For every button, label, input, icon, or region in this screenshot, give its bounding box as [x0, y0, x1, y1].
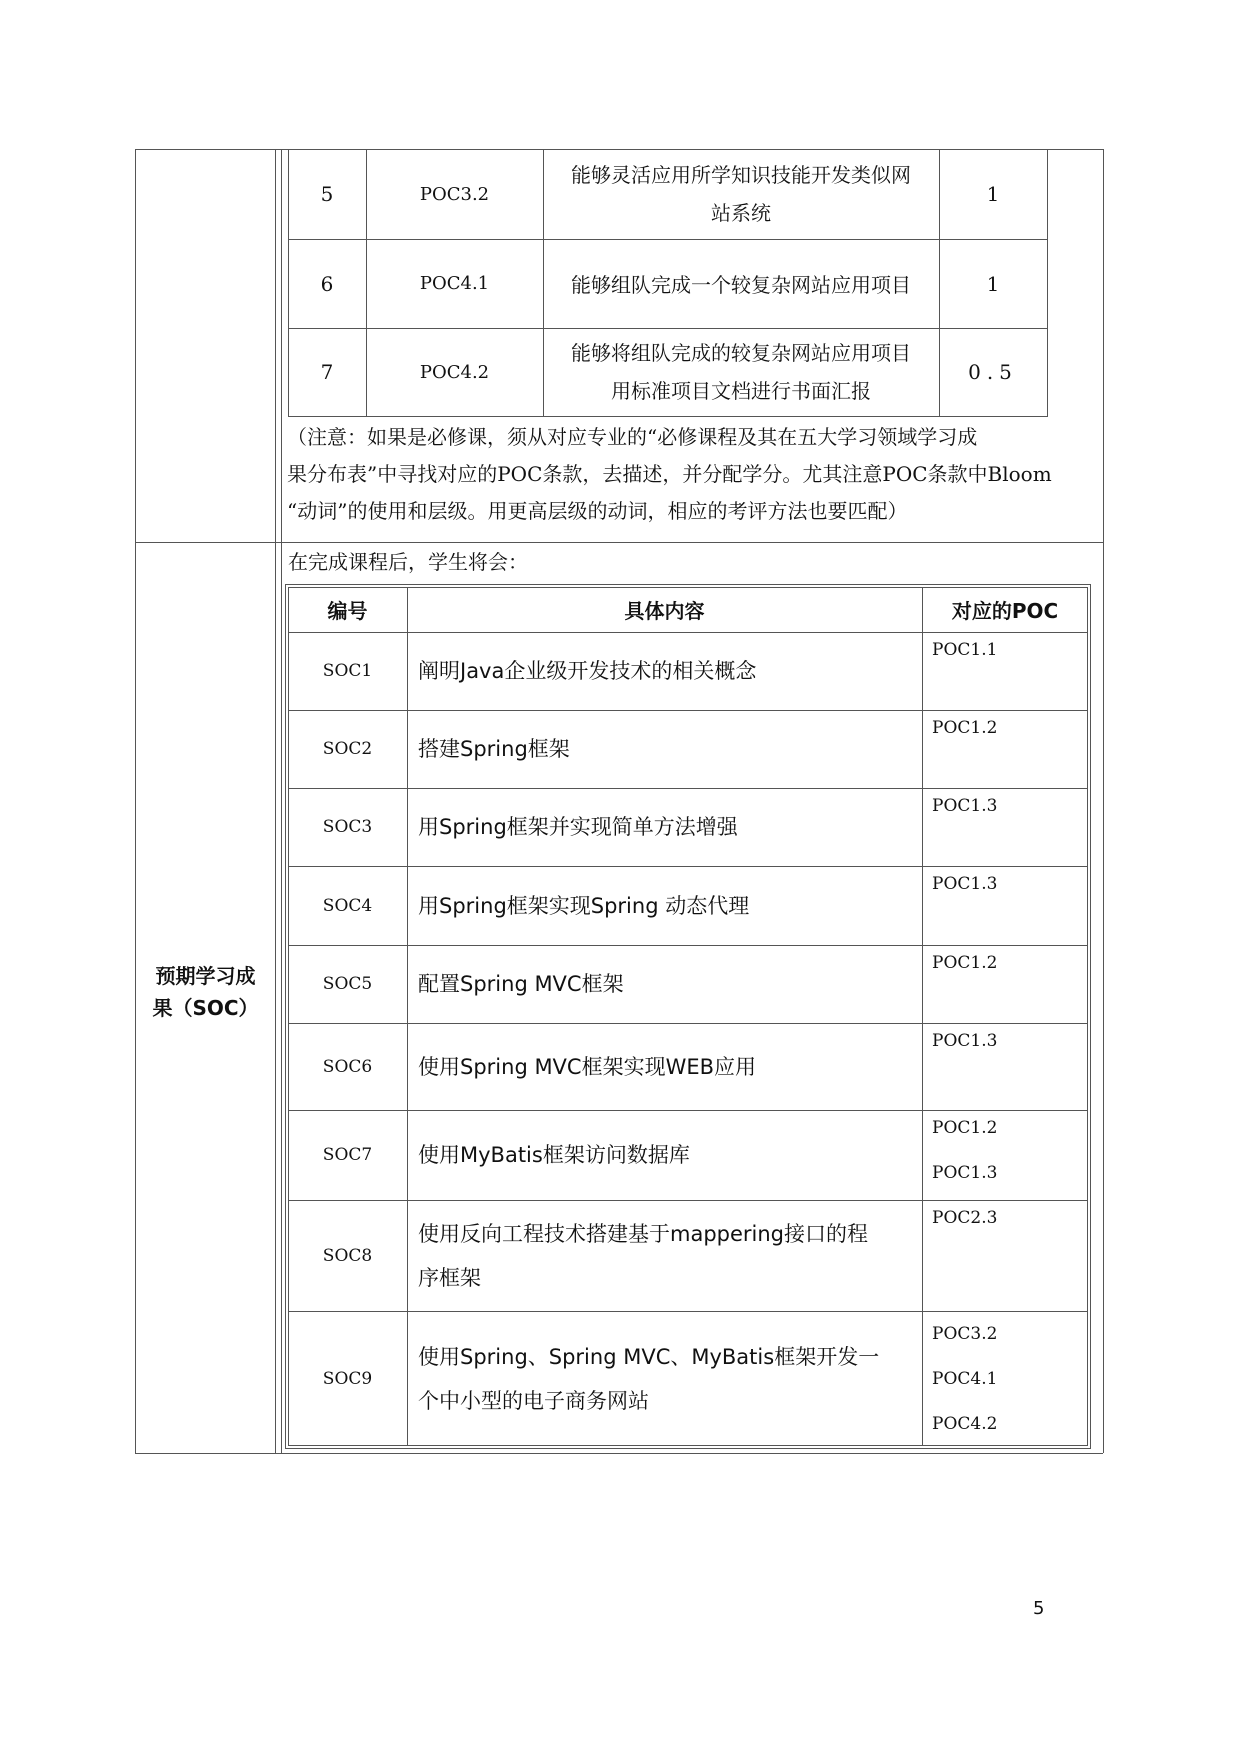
- soc-id: SOC2: [322, 739, 373, 759]
- poc-row-desc: 能够灵活应用所学知识技能开发类似网 站系统: [571, 163, 911, 225]
- soc-poc: POC3.2 POC4.1 POC4.2: [932, 1324, 998, 1434]
- soc-poc: POC1.1: [932, 640, 998, 660]
- poc-row-num: 5: [320, 182, 334, 206]
- soc-id: SOC5: [322, 974, 373, 994]
- page-number: 5: [1033, 1598, 1045, 1619]
- soc-section-label: 预期学习成 果（SOC）: [152, 964, 259, 1020]
- soc-poc: POC1.2 POC1.3: [932, 1118, 998, 1183]
- soc-id: SOC3: [322, 817, 373, 837]
- soc-poc: POC1.3: [932, 1031, 998, 1051]
- soc-header-poc: 对应的POC: [951, 599, 1059, 623]
- soc-content: 配置Spring MVC框架: [418, 972, 624, 996]
- outer-bottom-border: [135, 1453, 1103, 1454]
- poc-row-num: 6: [320, 271, 334, 296]
- poc-row-code: POC4.1: [419, 273, 490, 294]
- soc-id: SOC1: [322, 661, 373, 681]
- soc-poc: POC1.2: [932, 953, 998, 973]
- soc-content: 使用MyBatis框架访问数据库: [418, 1143, 690, 1167]
- outer-divider-1: [275, 149, 276, 1453]
- soc-poc: POC1.3: [932, 796, 998, 816]
- soc-id: SOC8: [322, 1245, 373, 1266]
- soc-content: 使用Spring MVC框架实现WEB应用: [418, 1054, 757, 1079]
- outer-divider-2: [281, 149, 282, 1453]
- soc-poc: POC1.2: [932, 718, 998, 738]
- soc-content: 用Spring框架并实现简单方法增强: [418, 815, 738, 839]
- soc-header-num: 编号: [327, 599, 368, 623]
- poc-row-credit: 1: [986, 271, 1000, 296]
- poc-row-credit: 0.5: [968, 360, 1018, 384]
- soc-content: 使用反向工程技术搭建基于mappering接口的程 序框架: [418, 1221, 869, 1290]
- poc-row-code: POC3.2: [419, 183, 490, 205]
- soc-poc: POC1.3: [932, 874, 998, 894]
- outer-right-border: [1103, 149, 1104, 1453]
- poc-row-num: 7: [320, 360, 334, 384]
- soc-content: 用Spring框架实现Spring 动态代理: [418, 893, 750, 918]
- soc-id: SOC7: [322, 1145, 373, 1165]
- soc-header-content: 具体内容: [624, 599, 705, 623]
- soc-id: SOC6: [322, 1056, 373, 1077]
- soc-poc: POC2.3: [932, 1208, 998, 1228]
- soc-intro: 在完成课程后，学生将会：: [288, 550, 528, 574]
- poc-row-desc: 能够将组队完成的较复杂网站应用项目 用标准项目文档进行书面汇报: [571, 341, 911, 403]
- poc-row-code: POC4.2: [419, 361, 490, 383]
- soc-content: 搭建Spring框架: [418, 737, 570, 761]
- poc-row-credit: 1: [986, 182, 1000, 206]
- note-paragraph: （注意：如果是必修课，须从对应专业的“必修课程及其在五大学习领域学习成 果分布表”中寻找对应的POC条款，去描述，并分配学分。尤其注意POC条款中Bloom “动词”的使用和层级。用更高层级的动词，相应的考评方法也要匹配）: [287, 425, 1052, 523]
- soc-content: 阐明Java企业级开发技术的相关概念: [418, 659, 757, 683]
- poc-row-desc: 能够组队完成一个较复杂网站应用项目: [571, 273, 911, 297]
- outer-left-border: [135, 149, 136, 1453]
- soc-id: SOC9: [322, 1368, 373, 1389]
- soc-id: SOC4: [322, 895, 373, 916]
- soc-content: 使用Spring、Spring MVC、MyBatis框架开发一 个中小型的电子商务网站: [418, 1344, 880, 1413]
